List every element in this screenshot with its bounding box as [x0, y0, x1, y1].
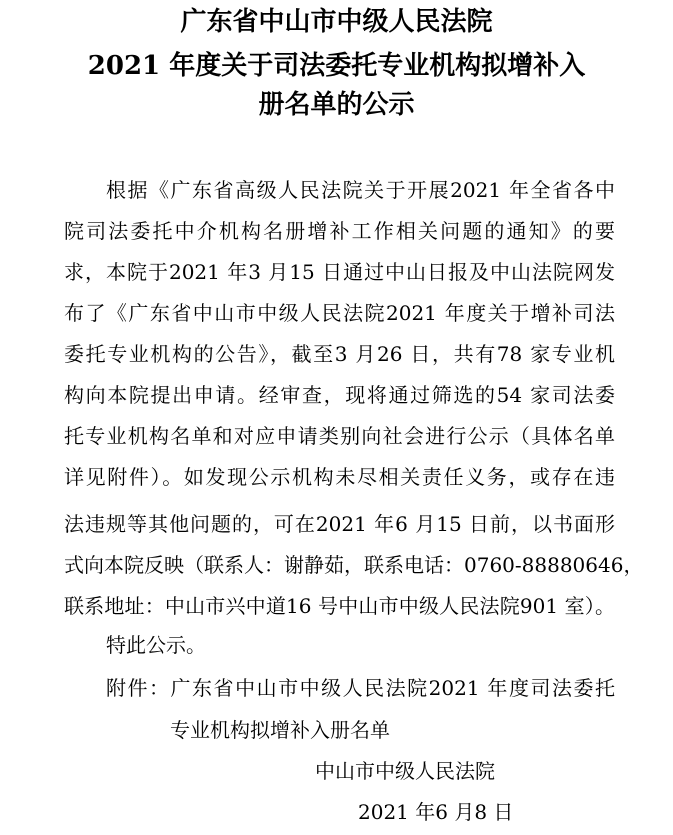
body-line: 构向本院提出申请。经审查，现将通过筛选的54 家司法委 — [64, 383, 615, 407]
body-line: 院司法委托中介机构名册增补工作相关问题的通知》的要 — [64, 219, 615, 243]
body-line: 根据《广东省高级人民法院关于开展2021 年全省各中 — [106, 178, 615, 202]
body-line: 详见附件）。如发现公示机构未尽相关责任义务，或存在违 — [64, 465, 615, 489]
attachment-line-1: 附件：广东省中山市中级人民法院2021 年度司法委托 — [106, 676, 615, 700]
body-line: 求，本院于2021 年3 月15 日通过中山日报及中山法院网发 — [64, 260, 615, 284]
attachment-line-2: 专业机构拟增补入册名单 — [170, 718, 390, 742]
title-line-1: 广东省中山市中级人民法院 — [180, 7, 493, 37]
body-line: 布了《广东省中山市中级人民法院2021 年度关于增补司法 — [64, 301, 615, 325]
issuer-name: 中山市中级人民法院 — [315, 759, 495, 783]
body-line: 法违规等其他问题的，可在2021 年6 月15 日前，以书面形 — [64, 512, 615, 536]
body-line: 托专业机构名单和对应申请类别向社会进行公示（具体名单 — [64, 424, 615, 448]
closing-text: 特此公示。 — [106, 633, 206, 657]
body-line: 联系地址：中山市兴中道16 号中山市中级人民法院901 室）。 — [64, 594, 615, 618]
body-line: 委托专业机构的公告》，截至3 月26 日，共有78 家专业机 — [64, 342, 615, 366]
title-line-3: 册名单的公示 — [258, 90, 415, 120]
issue-date: 2021 年6 月8 日 — [358, 800, 514, 824]
title-line-2: 2021 年度关于司法委托专业机构拟增补入 — [87, 51, 586, 81]
body-line: 式向本院反映（联系人：谢静茹，联系电话：0760-88880646， — [64, 553, 644, 577]
